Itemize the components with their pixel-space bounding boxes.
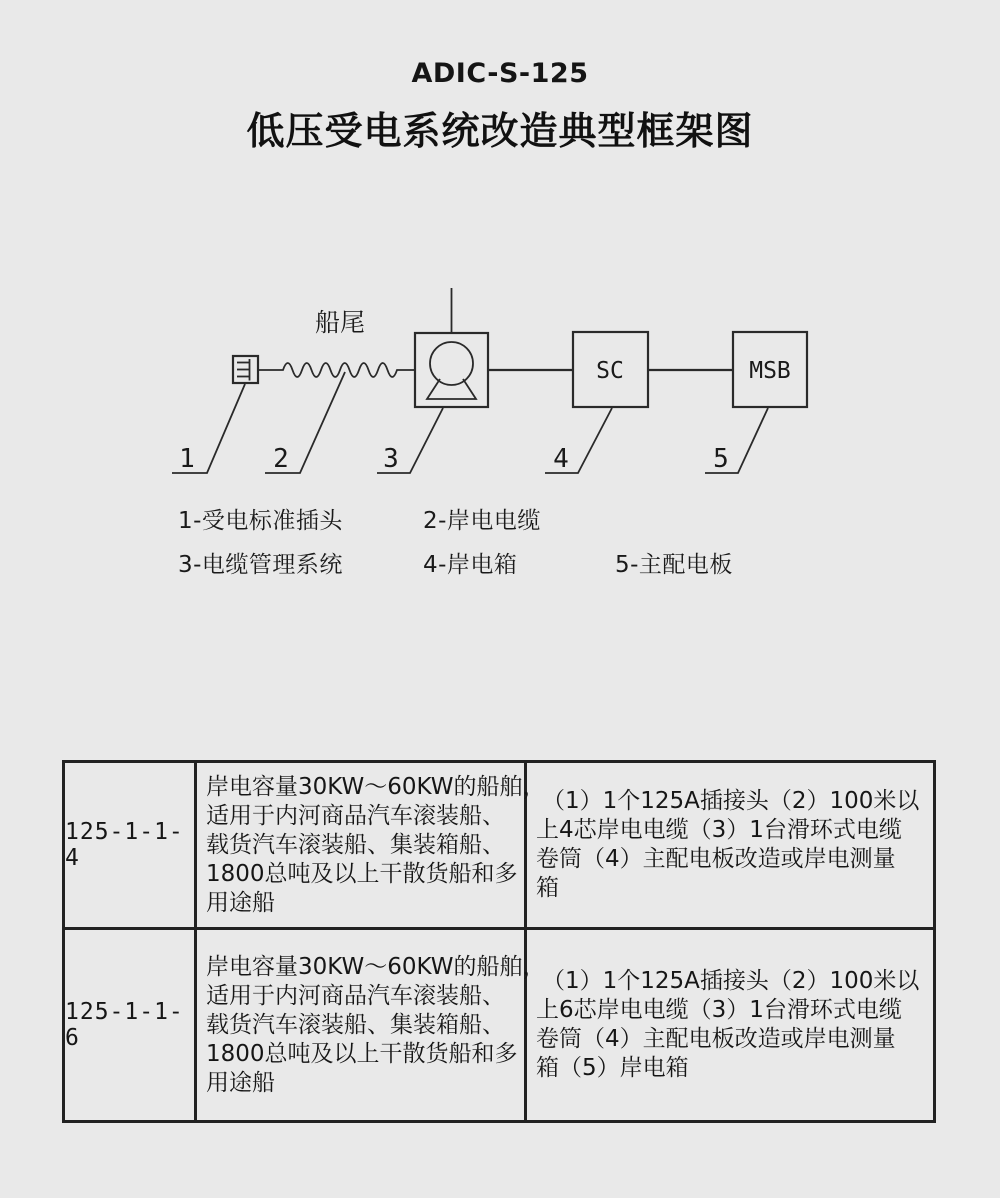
table-row2-configuration-cell xyxy=(527,930,933,1120)
legend-item-plug: 1-受电标准插头 xyxy=(178,508,343,534)
stern-label: 船尾 xyxy=(314,308,366,337)
table-row2-description-cell xyxy=(197,930,546,1120)
cable-reel-icon xyxy=(415,288,488,407)
text-line: 载货汽车滚装船、集装箱船、 xyxy=(206,831,505,858)
callout-number-1: 1 xyxy=(179,444,195,474)
text-line: 1800总吨及以上干散货船和多 xyxy=(206,1040,518,1067)
text-line: 上6芯岸电电缆（3）1台滑环式电缆 xyxy=(536,997,902,1023)
model-code-title: ADIC-S-125 xyxy=(411,58,589,89)
plug-icon xyxy=(233,356,258,383)
text-line: 箱（5）岸电箱 xyxy=(536,1055,689,1081)
text-line: 适用于内河商品汽车滚装船、 xyxy=(206,802,505,829)
callout-number-4: 4 xyxy=(553,444,569,474)
text-line: 卷筒（4）主配电板改造或岸电测量 xyxy=(536,1026,896,1052)
text-line: （1）1个125A插接头（2）100米以 xyxy=(542,968,920,994)
msb-box-label: MSB xyxy=(749,358,791,384)
text-line: 载货汽车滚装船、集装箱船、 xyxy=(206,1011,505,1038)
sc-box-label: SC xyxy=(596,358,624,384)
callout-number-5: 5 xyxy=(713,444,729,474)
callout-number-3: 3 xyxy=(383,444,399,474)
text-line: 上4芯岸电电缆（3）1台滑环式电缆 xyxy=(536,817,902,843)
legend-item-cable-management: 3-电缆管理系统 xyxy=(178,552,343,578)
text-line: 岸电容量30KW～60KW的船舶， xyxy=(206,953,546,980)
table-row2-model-cell: 125-1-1-6 xyxy=(65,930,197,1120)
text-line: 箱 xyxy=(536,875,559,901)
text-line: 用途船 xyxy=(206,889,275,916)
text-line: 卷筒（4）主配电板改造或岸电测量 xyxy=(536,846,896,872)
legend-item-main-switchboard: 5-主配电板 xyxy=(615,552,733,578)
text-line: （1）1个125A插接头（2）100米以 xyxy=(542,788,920,814)
legend-item-shore-box: 4-岸电箱 xyxy=(423,552,518,578)
cable-wave xyxy=(258,363,415,377)
legend-item-cable: 2-岸电电缆 xyxy=(423,508,541,534)
text-line: 适用于内河商品汽车滚装船、 xyxy=(206,982,505,1009)
table-row1-description-cell xyxy=(197,763,546,930)
text-line: 1800总吨及以上干散货船和多 xyxy=(206,860,518,887)
text-line: 岸电容量30KW～60KW的船舶， xyxy=(206,773,546,800)
table-row1-configuration-cell xyxy=(527,763,933,930)
callout-number-2: 2 xyxy=(273,444,289,474)
spec-table xyxy=(62,760,936,1123)
page-title: 低压受电系统改造典型框架图 xyxy=(246,109,754,153)
table-row1-model-cell: 125-1-1-4 xyxy=(65,763,197,930)
text-line: 用途船 xyxy=(206,1069,275,1096)
